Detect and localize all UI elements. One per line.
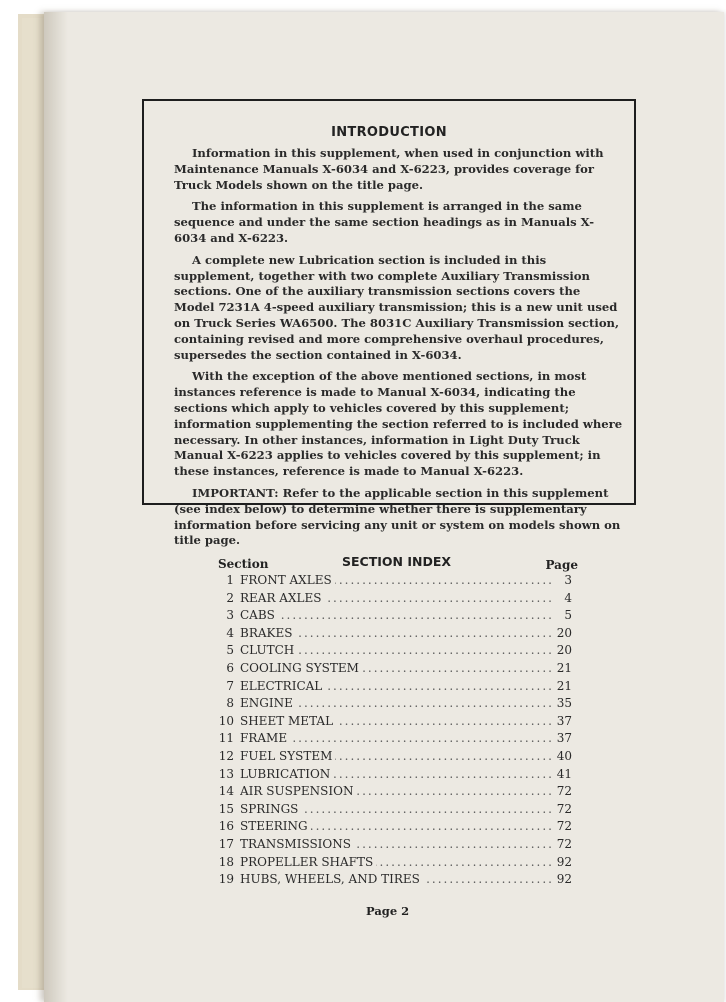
index-row-section-number: 19 xyxy=(218,872,234,887)
index-row-page: 92 xyxy=(556,854,572,869)
index-row-leader xyxy=(240,713,552,731)
index-row-title: CABS xyxy=(240,608,278,622)
index-row-section-number: 1 xyxy=(226,573,234,587)
index-row-page: 20 xyxy=(556,643,572,658)
index-row-page: 72 xyxy=(556,801,572,816)
index-row-leader xyxy=(240,748,552,766)
index-row xyxy=(218,678,572,696)
index-row-section-number: 4 xyxy=(226,625,234,640)
index-row-leader xyxy=(240,660,552,678)
index-row xyxy=(218,730,572,748)
index-row-title: LUBRICATION xyxy=(240,767,333,781)
index-row-title: ELECTRICAL xyxy=(240,679,325,693)
index-row-title: FRONT AXLES xyxy=(240,573,335,587)
index-row-section-number: 6 xyxy=(226,660,234,675)
index-row-title: REAR AXLES xyxy=(240,591,324,605)
index-row-title: ENGINE xyxy=(240,696,296,710)
index-row xyxy=(218,854,572,872)
section-column-header: Section xyxy=(218,557,269,571)
intro-paragraph-1: Information in this supplement, when used in conjunction with Maintenance Manuals X-6034 and X-6223, provides coverage for Truck Models shown on the title page. xyxy=(174,146,604,192)
index-row-title: STEERING xyxy=(240,819,311,833)
index-row-leader xyxy=(240,854,552,872)
intro-paragraph-4: With the exception of the above mentioned sections, in most instances reference is made to Manual X-6034, indicating the sections which apply to vehicles covered by this supplement; information supplementing the section referred to is included where necessary. In other instances, information in Light Duty Truck Manual X-6223 applies to vehicles covered by this supplement; in these instances, reference is made to Manual X-6223. xyxy=(174,369,623,479)
index-row xyxy=(218,766,572,784)
index-row-title: COOLING SYSTEM xyxy=(240,661,362,675)
index-row xyxy=(218,748,572,766)
index-row xyxy=(218,783,572,801)
index-row xyxy=(218,642,572,660)
index-row-leader xyxy=(240,590,552,608)
index-row-page: 5 xyxy=(564,608,572,623)
index-row-page: 21 xyxy=(556,678,572,693)
index-row-page: 37 xyxy=(556,731,572,746)
index-row-leader xyxy=(240,625,552,643)
index-row-section-number: 7 xyxy=(226,678,234,693)
index-row-section-number: 14 xyxy=(218,784,234,799)
index-row xyxy=(218,660,572,678)
index-row-section-number: 16 xyxy=(218,819,234,834)
index-row-page: 37 xyxy=(556,713,572,728)
index-row-leader xyxy=(240,607,552,625)
introduction-box xyxy=(142,99,636,548)
index-row-leader xyxy=(240,642,552,660)
intro-paragraph-3: A complete new Lubrication section is included in this supplement, together with two complete Auxiliary Transmission sections. One of the auxiliary transmission sections covers the Model 7231A 4-speed auxiliary transmission; this is a new unit used on Truck Series WA6500. The 8031C Auxiliary Transmission section, containing revised and more comprehensive overhaul procedures, supersedes the section contained in X-6034. xyxy=(174,252,620,362)
index-row-page: 72 xyxy=(556,784,572,799)
index-row-section-number: 17 xyxy=(218,836,234,851)
index-row-section-number: 13 xyxy=(218,766,234,781)
index-row xyxy=(218,836,572,854)
index-row xyxy=(218,607,572,625)
index-row-title: SPRINGS xyxy=(240,802,301,816)
index-row xyxy=(218,801,572,819)
intro-paragraph-important xyxy=(174,486,624,549)
spine-shadow xyxy=(44,12,68,1002)
index-row-leader xyxy=(240,730,552,748)
introduction-title: INTRODUCTION xyxy=(331,125,447,140)
index-row xyxy=(218,818,572,836)
index-row xyxy=(218,590,572,608)
index-row-title: CLUTCH xyxy=(240,643,297,657)
intro-paragraph-2: The information in this supplement is arranged in the same sequence and under the same section headings as in Manuals X-6034 and X-6223. xyxy=(174,199,595,245)
index-row-page: 92 xyxy=(556,872,572,887)
index-row-leader xyxy=(240,695,552,713)
index-row-section-number: 12 xyxy=(218,748,234,763)
index-row-leader xyxy=(240,801,552,819)
index-row xyxy=(218,871,572,889)
index-row-title: BRAKES xyxy=(240,626,295,640)
index-row-leader xyxy=(240,818,552,836)
index-row-page: 35 xyxy=(556,696,572,711)
index-row-page: 21 xyxy=(556,660,572,675)
index-row xyxy=(218,695,572,713)
index-row-section-number: 8 xyxy=(226,696,234,711)
index-row-title: FRAME xyxy=(240,731,290,745)
page-column-header: Page xyxy=(545,558,578,572)
section-index-list xyxy=(218,572,572,889)
index-row-section-number: 3 xyxy=(226,608,234,623)
index-row-leader xyxy=(240,766,552,784)
index-row-page: 4 xyxy=(564,590,572,605)
index-row xyxy=(218,713,572,731)
index-row-section-number: 2 xyxy=(226,590,234,605)
index-row-title: AIR SUSPENSION xyxy=(240,784,356,798)
index-row-section-number: 11 xyxy=(218,731,234,746)
index-row-title: PROPELLER SHAFTS xyxy=(240,855,376,869)
index-row-section-number: 15 xyxy=(218,801,234,816)
index-row xyxy=(218,625,572,643)
index-row-title: SHEET METAL xyxy=(240,714,336,728)
page-number: Page 2 xyxy=(366,904,410,918)
index-row-leader xyxy=(240,572,552,590)
index-row xyxy=(218,572,572,590)
introduction-body xyxy=(174,146,624,555)
index-row-section-number: 10 xyxy=(218,713,234,728)
index-row-page: 72 xyxy=(556,819,572,834)
section-index-title: SECTION INDEX xyxy=(342,554,451,569)
index-row-title: HUBS, WHEELS, AND TIRES xyxy=(240,872,423,886)
index-row-section-number: 5 xyxy=(226,643,234,658)
index-row-leader xyxy=(240,871,552,889)
index-row-page: 40 xyxy=(556,748,572,763)
index-row-page: 72 xyxy=(556,836,572,851)
index-row-leader xyxy=(240,678,552,696)
section-index-header xyxy=(218,554,578,572)
important-label: IMPORTANT: xyxy=(192,485,279,500)
important-text: Refer to the applicable section in this supplement (see index below) to determine whether there is supplementary information before servicing any unit or system on models shown on title page. xyxy=(174,485,621,548)
index-row-leader xyxy=(240,783,552,801)
index-row-title: FUEL SYSTEM xyxy=(240,749,335,763)
index-row-title: TRANSMISSIONS xyxy=(240,837,354,851)
index-row-leader xyxy=(240,836,552,854)
index-row-page: 41 xyxy=(556,766,572,781)
index-row-page: 3 xyxy=(564,573,572,587)
index-row-page: 20 xyxy=(556,625,572,640)
index-row-section-number: 18 xyxy=(218,854,234,869)
